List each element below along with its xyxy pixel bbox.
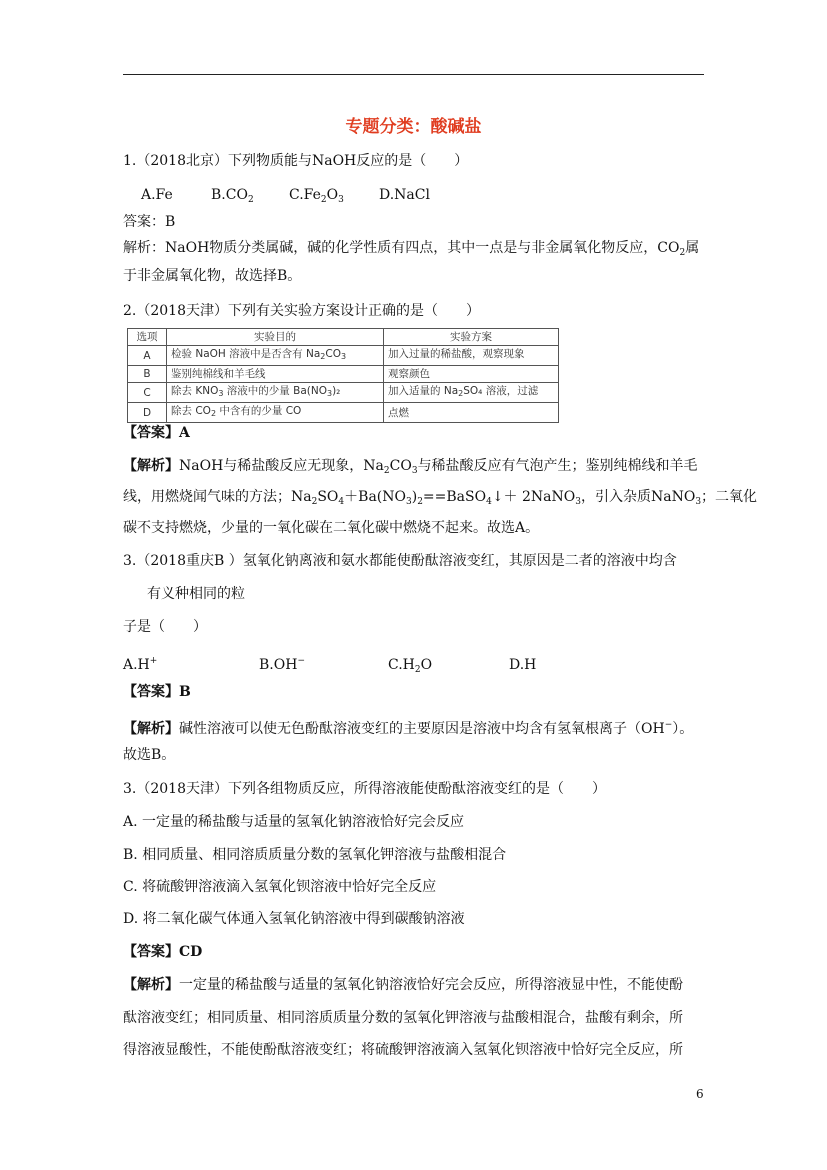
table-cell-option: A [128, 346, 167, 366]
table-cell-plan: 点燃 [384, 403, 559, 423]
q3b-analysis-line3: 得溶液显酸性，不能使酚酞溶液变红；将硫酸钾溶液滴入氢氧化钡溶液中恰好完全反应，所 [123, 1042, 683, 1058]
q3b-option-c: C. 将硫酸钾溶液滴入氢氧化钡溶液中恰好完全反应 [123, 879, 437, 895]
table-cell-goal: 检验 NaOH 溶液中是否含有 Na2CO3 [167, 346, 384, 366]
q3a-option-c: $C.H_2O$ [388, 657, 433, 675]
table-header-option: 选项 [128, 329, 167, 346]
q1-analysis-line2: 于非金属氧化物，故选择B。 [123, 268, 302, 284]
q1-options [123, 185, 430, 210]
q1-answer: 答案：B [123, 214, 176, 230]
table-row [128, 383, 559, 403]
q3a-option-d: D.H [509, 657, 537, 673]
table-row [128, 403, 559, 423]
q3b-stem: 3.（2018天津）下列各组物质反应，所得溶液能使酚酞溶液变红的是（ ） [123, 781, 606, 797]
table-cell-option: C [128, 383, 167, 403]
q3a-analysis-line1: 【解析】碱性溶液可以使无色酚酞溶液变红的主要原因是溶液中均含有氢氧根离子（OH−）。 [123, 720, 694, 737]
table-cell-goal: 鉴别纯棉线和羊毛线 [167, 366, 384, 383]
page-number: 6 [696, 1087, 704, 1101]
q1-option-c: $C.Fe_2O_3$ [289, 187, 344, 205]
q2-analysis-line3: 碳不支持燃烧，少量的一氧化碳在二氧化碳中燃烧不起来。故选A。 [123, 520, 540, 536]
header-rule [123, 74, 704, 75]
q2-answer: 【答案】A [123, 425, 190, 441]
table-cell-option: B [128, 366, 167, 383]
q3b-analysis-line2: 酞溶液变红；相同质量、相同溶质质量分数的氢氧化钾溶液与盐酸相混合，盐酸有剩余，所 [123, 1010, 683, 1026]
q1-stem: 1.（2018北京）下列物质能与NaOH反应的是（ ） [123, 153, 469, 169]
q1-option-b: $B.CO_2$ [211, 187, 254, 205]
q3b-answer: 【答案】CD [123, 944, 203, 960]
q3b-option-d: D. 将二氧化碳气体通入氢氧化钠溶液中得到碳酸钠溶液 [123, 911, 465, 927]
q3a-stem-line1: 3.（2018重庆B ）氢氧化钠离液和氨水都能使酚酞溶液变红，其原因是二者的溶液中均含 [123, 553, 677, 569]
q1-option-a: A.Fe [141, 187, 173, 203]
q3a-option-a: A.H+ [123, 656, 158, 673]
q3a-answer: 【答案】B [123, 684, 191, 700]
page-title: 专题分类：酸碱盐 [345, 117, 482, 137]
q3a-stem-line3: 子是（ ） [123, 619, 207, 635]
q3a-option-b: B.OH− [259, 656, 305, 673]
q1-analysis-line1: 解析：NaOH物质分类属碱，碱的化学性质有四点，其中一点是与非金属氧化物反应，$CO_2$属 [123, 240, 700, 258]
q1-option-d: D.NaCl [379, 187, 430, 203]
q2-analysis-line1: 【解析】NaOH与稀盐酸反应无现象，$Na_2CO_3$与稀盐酸反应有气泡产生；鉴别纯棉线和羊毛 [123, 458, 698, 476]
q3a-stem-line2: 有义种相同的粒 [147, 586, 245, 602]
table-cell-plan: 观察颜色 [384, 366, 559, 383]
table-cell-option: D [128, 403, 167, 423]
q3a-options [123, 651, 536, 680]
table-cell-goal: 除去 CO2 中含有的少量 CO [167, 403, 384, 423]
table-header-plan: 实验方案 [384, 329, 559, 346]
table-header-row [128, 329, 559, 346]
q3b-analysis-line1: 【解析】一定量的稀盐酸与适量的氢氧化钠溶液恰好完会反应，所得溶液显中性，不能使酚 [123, 977, 683, 993]
q3a-analysis-line2: 故选B。 [123, 747, 176, 763]
table-row [128, 366, 559, 383]
q2-stem: 2.（2018天津）下列有关实验方案设计正确的是（ ） [123, 303, 480, 319]
table-cell-plan: 加入适量的 Na2SO₄ 溶液，过滤 [384, 383, 559, 403]
q2-options-table [127, 328, 559, 423]
table-header-goal: 实验目的 [167, 329, 384, 346]
table-cell-plan: 加入过量的稀盐酸，观察现象 [384, 346, 559, 366]
q3b-option-a: A. 一定量的稀盐酸与适量的氢氧化钠溶液恰好完会反应 [123, 814, 465, 830]
table-row [128, 346, 559, 366]
q3b-option-b: B. 相同质量、相同溶质质量分数的氢氧化钾溶液与盐酸相混合 [123, 847, 507, 863]
q2-analysis-line2: 线，用燃烧闻气味的方法；$Na_2SO_4+Ba(NO_3)_2==BaSO_4↓+$ 2NaNO$_3$，引入杂质NaNO$_3$；二氧化 [123, 489, 758, 507]
table-cell-goal: 除去 KNO3 溶液中的少量 Ba(NO3)₂ [167, 383, 384, 403]
